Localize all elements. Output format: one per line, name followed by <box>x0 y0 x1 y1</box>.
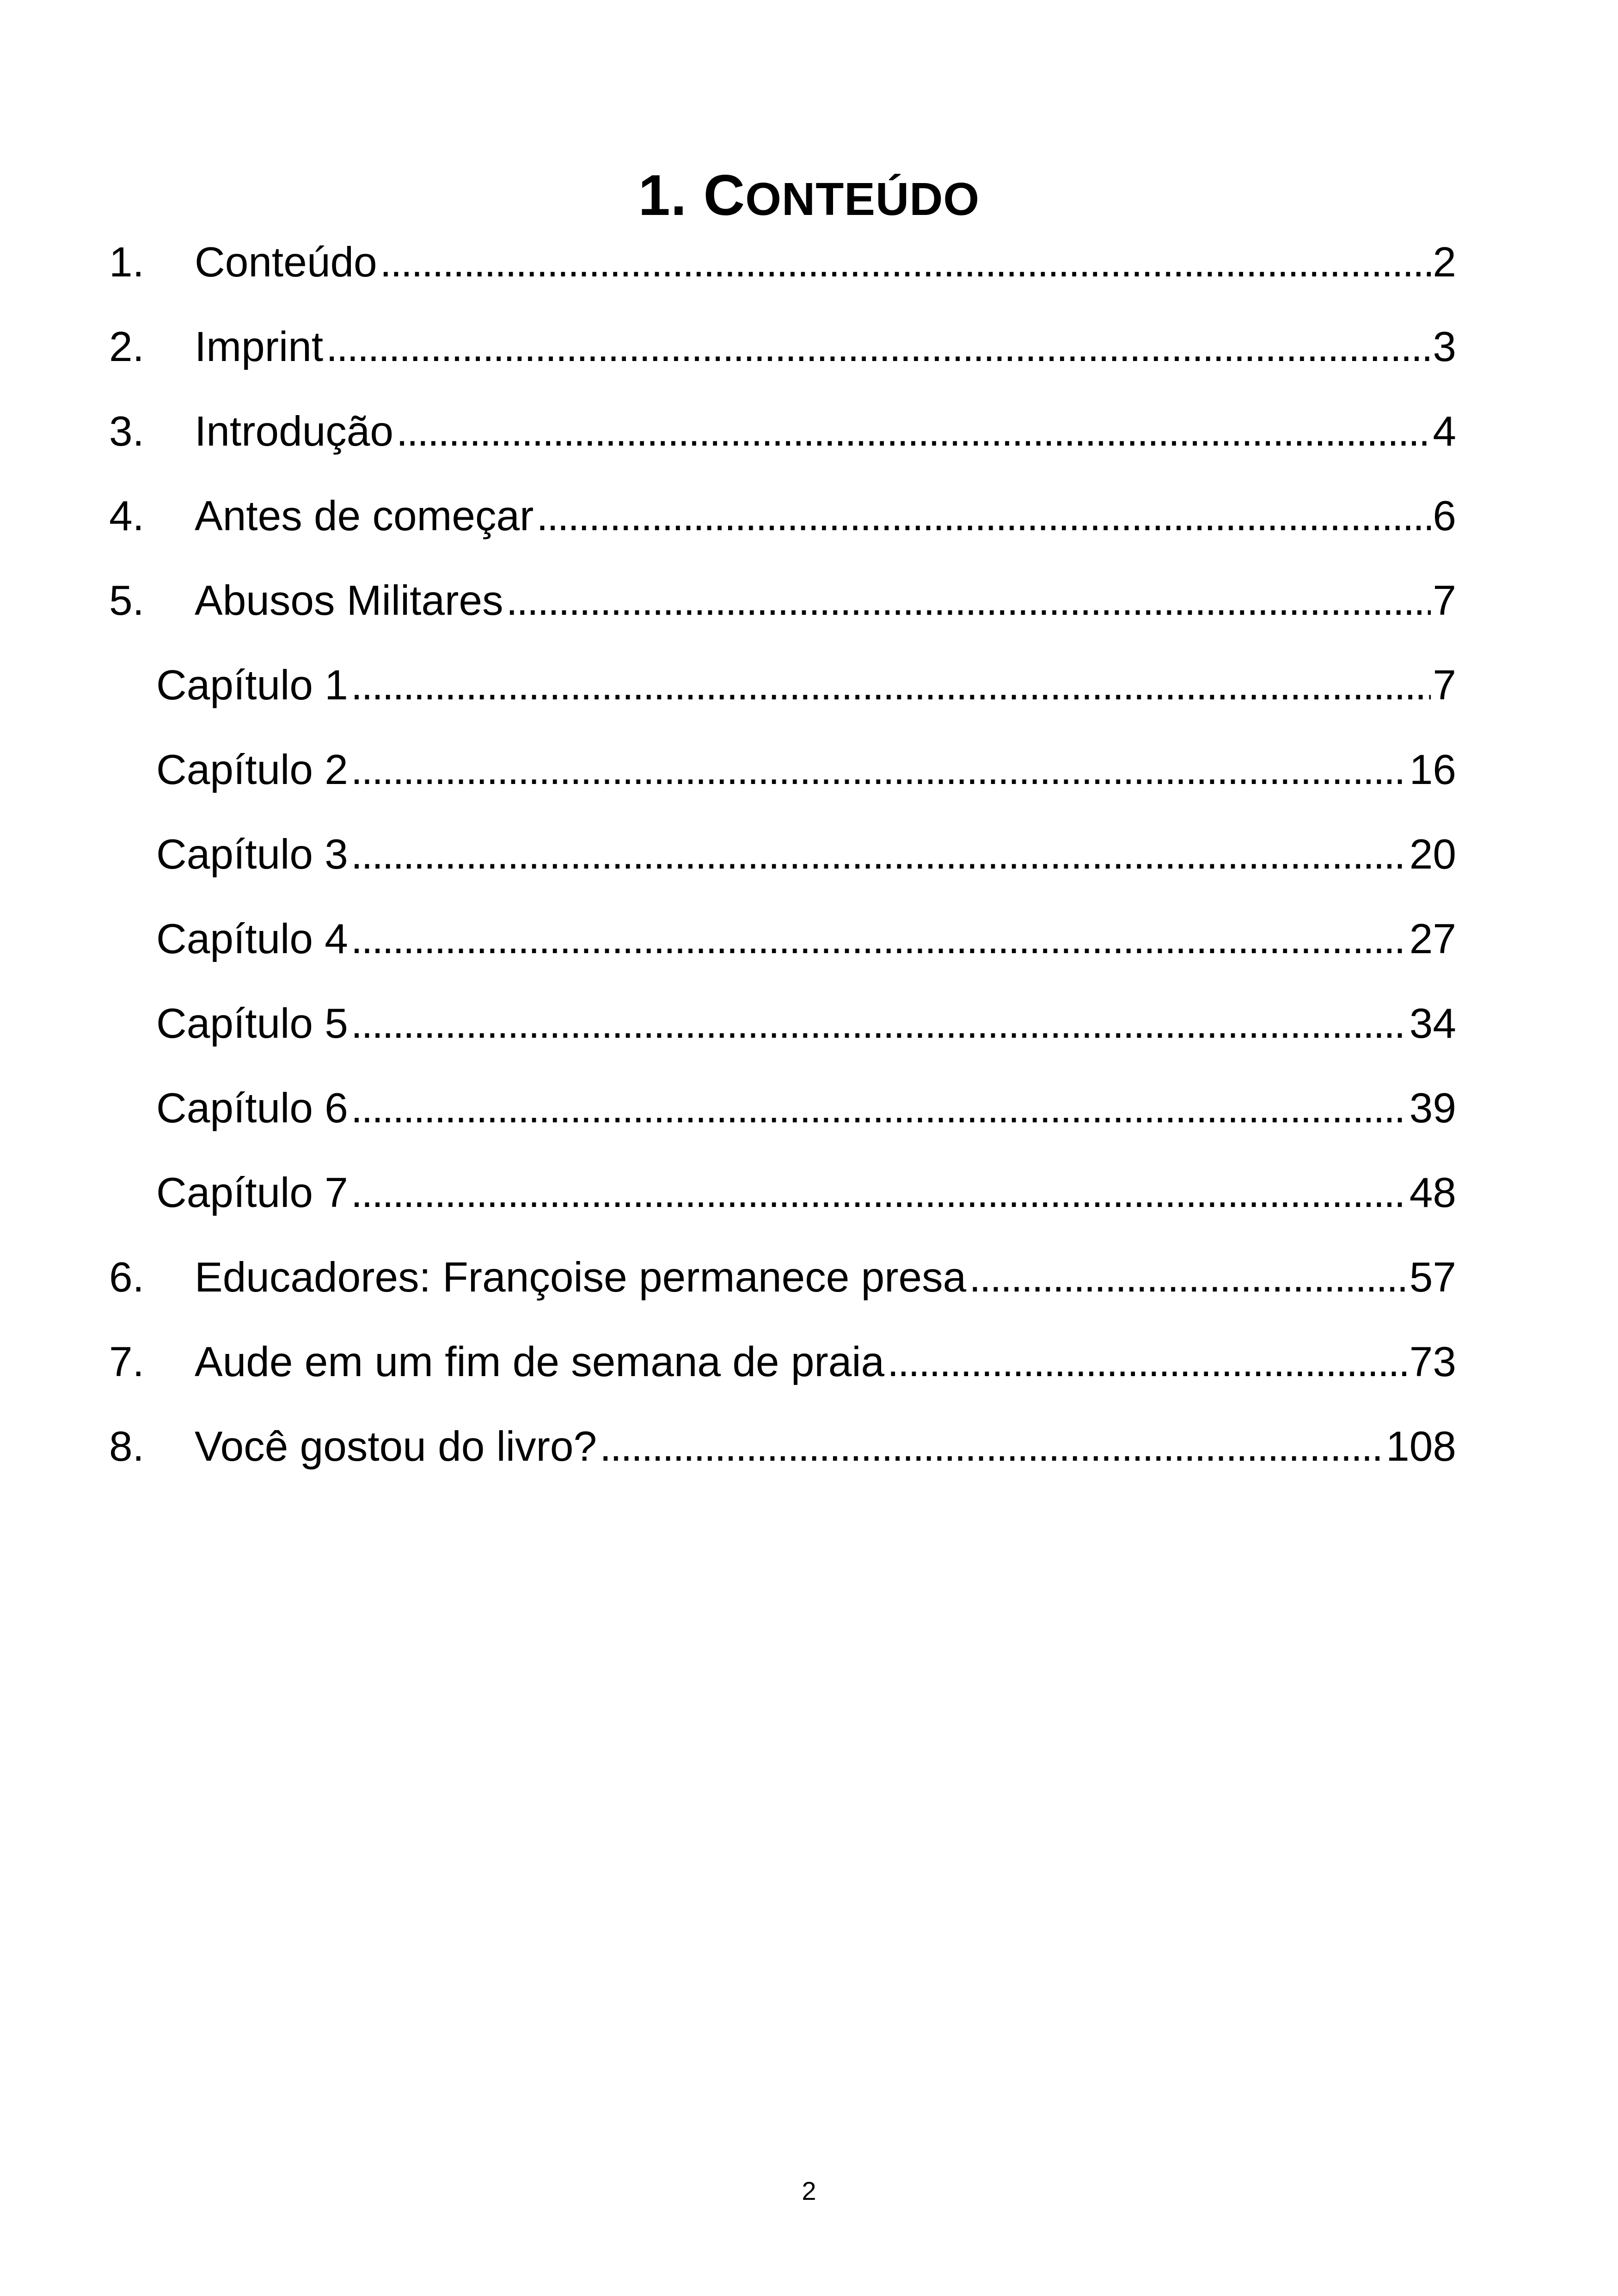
page-title <box>0 154 1618 241</box>
toc-entry-number: 7. <box>109 1339 144 1385</box>
toc-entry-page: 4 <box>1433 408 1456 455</box>
toc-entry-label: Imprint <box>195 324 324 370</box>
toc-entry[interactable] <box>109 1419 1456 1475</box>
toc-entry-label: Introdução <box>195 408 394 455</box>
toc-entry[interactable] <box>109 573 1456 629</box>
dot-leader <box>380 235 1431 290</box>
toc-entry-number: 8. <box>109 1423 144 1470</box>
toc-entry-number: 1. <box>109 239 144 286</box>
toc-entry-page: 39 <box>1409 1085 1456 1132</box>
toc-entry-label: Capítulo 6 <box>156 1085 348 1132</box>
toc-entry-label: Capítulo 3 <box>156 831 348 878</box>
dot-leader <box>887 1335 1408 1390</box>
toc-entry-label: Aude em um fim de semana de praia <box>195 1339 885 1385</box>
toc-entry-label: Capítulo 2 <box>156 747 348 793</box>
dot-leader <box>351 1081 1408 1136</box>
toc-entry-page: 57 <box>1409 1254 1456 1301</box>
toc-entry-number: 5. <box>109 577 144 624</box>
dot-leader <box>351 827 1408 882</box>
dot-leader <box>351 912 1408 967</box>
toc-entry-page: 27 <box>1409 916 1456 962</box>
toc-entry-number: 6. <box>109 1254 144 1301</box>
toc-entry-page: 7 <box>1433 662 1456 709</box>
toc-entry-page: 6 <box>1433 493 1456 539</box>
dot-leader <box>969 1250 1408 1305</box>
title-number: 1. <box>638 164 687 228</box>
toc-entry-label: Antes de começar <box>195 493 534 539</box>
toc-entry[interactable] <box>109 404 1456 459</box>
toc-entry-page: 7 <box>1433 577 1456 624</box>
toc-subentry[interactable] <box>156 658 1456 713</box>
toc-entry-page: 20 <box>1409 831 1456 878</box>
dot-leader <box>536 489 1431 544</box>
toc-entry[interactable] <box>109 1250 1456 1305</box>
toc-entry-label: Abusos Militares <box>195 577 503 624</box>
toc-entry-page: 108 <box>1386 1423 1456 1470</box>
toc-entry-label: Educadores: Françoise permanece presa <box>195 1254 967 1301</box>
dot-leader <box>600 1419 1384 1475</box>
toc-entry-number: 4. <box>109 493 144 539</box>
toc-entry[interactable] <box>109 1335 1456 1390</box>
toc-subentry[interactable] <box>156 742 1456 798</box>
toc-entry[interactable] <box>109 489 1456 544</box>
toc-entry-number: 3. <box>109 408 144 455</box>
toc-entry-label: Capítulo 7 <box>156 1169 348 1216</box>
toc-entry-label: Capítulo 4 <box>156 916 348 962</box>
toc-entry-label: Conteúdo <box>195 239 377 286</box>
dot-leader <box>351 742 1408 798</box>
toc-subentry[interactable] <box>156 912 1456 967</box>
toc-entry-page: 3 <box>1433 324 1456 370</box>
toc-entry[interactable] <box>109 319 1456 375</box>
toc-entry-page: 48 <box>1409 1169 1456 1216</box>
toc-entry-page: 2 <box>1433 239 1456 286</box>
toc-entry[interactable] <box>109 235 1456 290</box>
toc-entry-number: 2. <box>109 324 144 370</box>
toc-subentry[interactable] <box>156 1165 1456 1221</box>
toc-subentry[interactable] <box>156 1081 1456 1136</box>
dot-leader <box>396 404 1431 459</box>
toc-entry-page: 73 <box>1409 1339 1456 1385</box>
toc-subentry[interactable] <box>156 827 1456 882</box>
toc-entry-label: Você gostou do livro? <box>195 1423 597 1470</box>
title-rest: ONTEÚDO <box>745 173 980 226</box>
dot-leader <box>506 573 1431 629</box>
title-first-letter: C <box>703 164 746 228</box>
dot-leader <box>351 658 1431 713</box>
toc-entry-page: 16 <box>1409 747 1456 793</box>
toc-entry-label: Capítulo 1 <box>156 662 348 709</box>
toc-subentry[interactable] <box>156 996 1456 1052</box>
dot-leader <box>351 1165 1408 1221</box>
dot-leader <box>326 319 1431 375</box>
dot-leader <box>351 996 1408 1052</box>
toc-entry-label: Capítulo 5 <box>156 1000 348 1047</box>
page-number: 2 <box>802 2176 816 2205</box>
toc-entry-page: 34 <box>1409 1000 1456 1047</box>
